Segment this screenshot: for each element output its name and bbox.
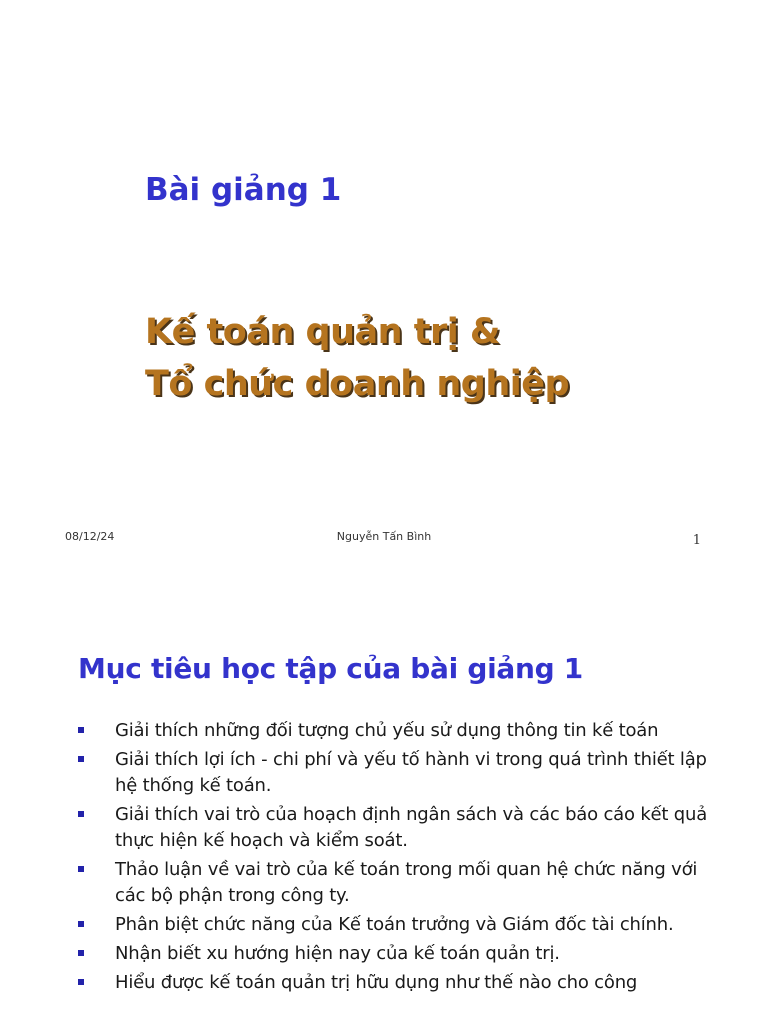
square-bullet-icon xyxy=(78,811,84,817)
list-item-text: Giải thích lợi ích - chi phí và yếu tố hành vi trong quá trình thiết lập hệ thống kế toán. xyxy=(115,749,707,796)
list-item-text: Nhận biết xu hướng hiện nay của kế toán quản trị. xyxy=(115,943,560,964)
list-item xyxy=(78,747,718,799)
square-bullet-icon xyxy=(78,727,84,733)
square-bullet-icon xyxy=(78,866,84,872)
main-title xyxy=(145,306,569,410)
list-item xyxy=(78,802,718,854)
lecture-number: Bài giảng 1 xyxy=(145,172,342,208)
page-number: 1 xyxy=(692,533,701,548)
list-item xyxy=(78,970,718,996)
main-title-line-1: Kế toán quản trị & xyxy=(145,312,500,352)
objectives-slide xyxy=(0,576,768,1024)
list-item xyxy=(78,857,718,909)
list-item-text: Giải thích vai trò của hoạch định ngân sách và các báo cáo kết quả thực hiện kế hoạch và kiểm soát. xyxy=(115,804,708,851)
objectives-title: Mục tiêu học tập của bài giảng 1 xyxy=(78,652,583,685)
list-item xyxy=(78,941,718,967)
square-bullet-icon xyxy=(78,921,84,927)
square-bullet-icon xyxy=(78,979,84,985)
list-item xyxy=(78,912,718,938)
list-item-text: Giải thích những đối tượng chủ yếu sử dụng thông tin kế toán xyxy=(115,720,659,741)
square-bullet-icon xyxy=(78,756,84,762)
list-item xyxy=(78,718,718,744)
list-item-text: Hiểu được kế toán quản trị hữu dụng như thế nào cho công xyxy=(115,972,638,993)
objectives-list xyxy=(78,718,718,999)
square-bullet-icon xyxy=(78,950,84,956)
footer-date: 08/12/24 xyxy=(65,530,115,543)
main-title-line-2: Tổ chức doanh nghiệp xyxy=(145,364,570,404)
footer-author: Nguyễn Tấn Bình xyxy=(336,530,432,543)
list-item-text: Thảo luận về vai trò của kế toán trong mối quan hệ chức năng với các bộ phận trong công ty. xyxy=(115,859,698,906)
list-item-text: Phân biệt chức năng của Kế toán trưởng và Giám đốc tài chính. xyxy=(115,914,674,935)
